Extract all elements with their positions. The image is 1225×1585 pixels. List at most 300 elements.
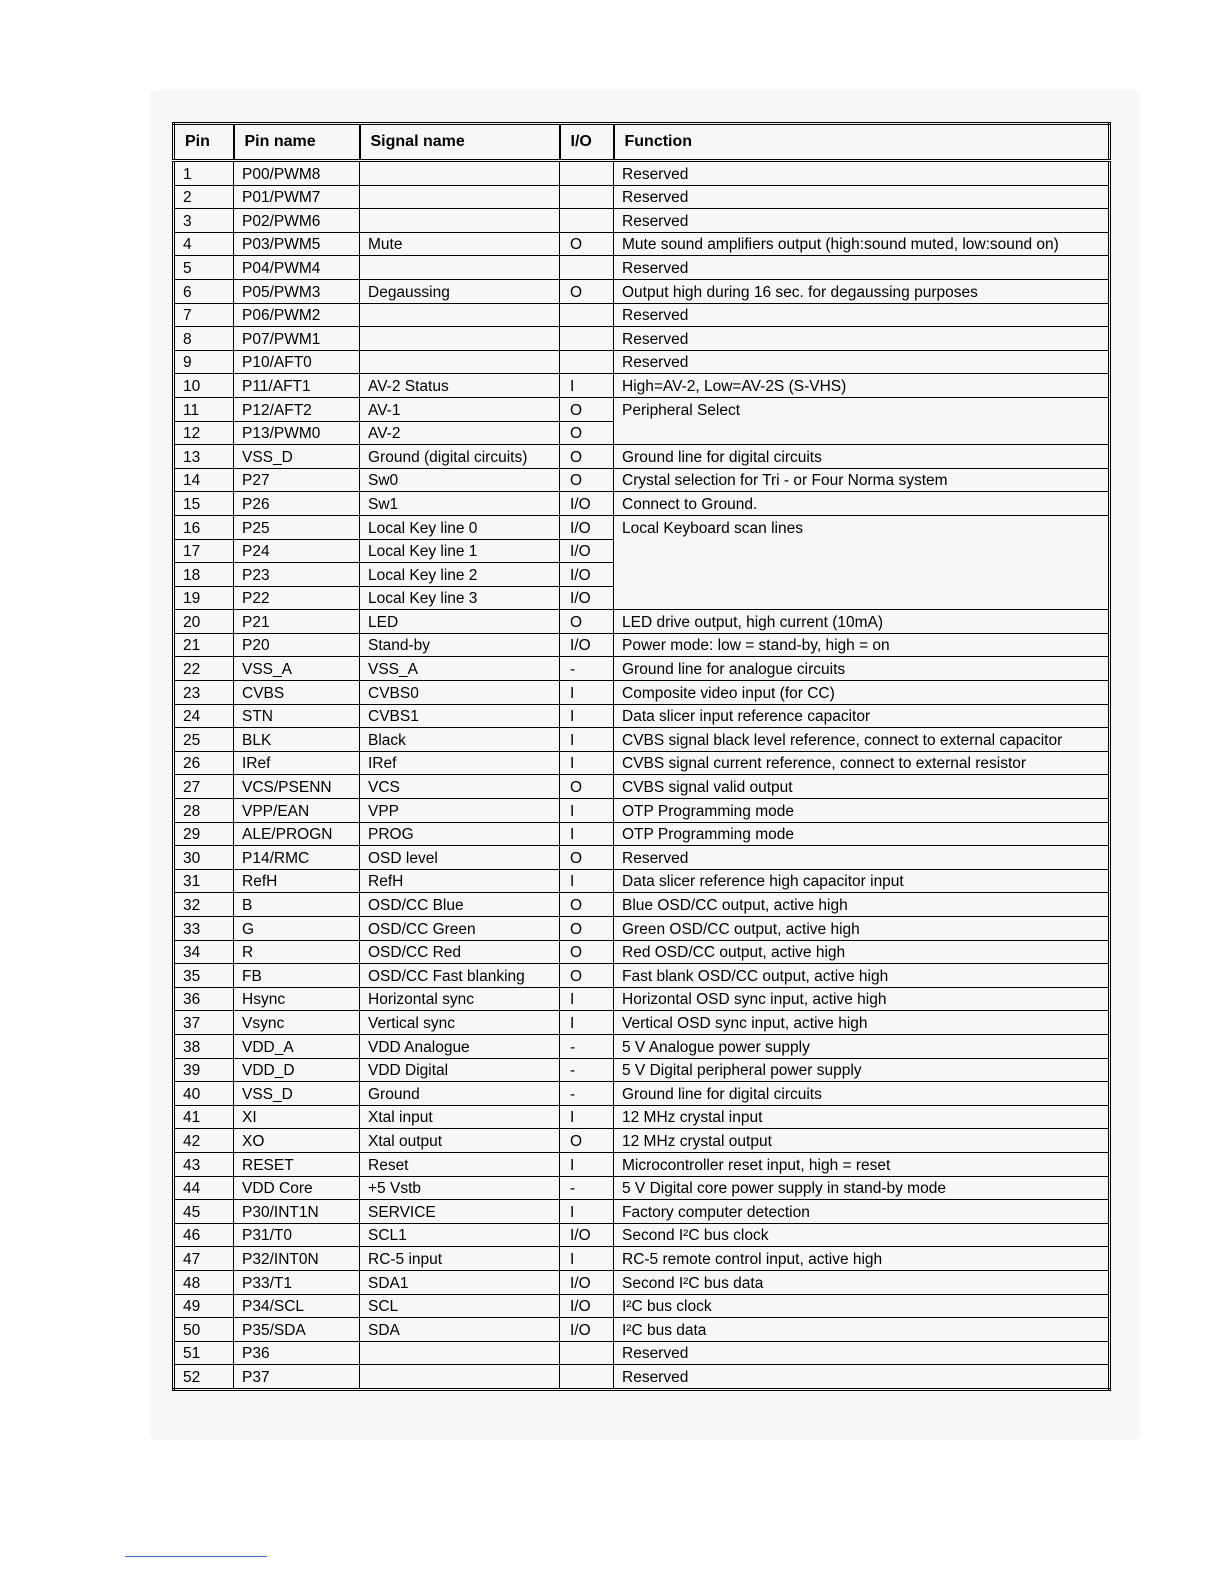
function-description-cell: Reserved	[614, 256, 1110, 280]
pin-name-cell: P05/PWM3	[234, 279, 360, 303]
pin-number-cell: 19	[174, 586, 234, 610]
function-description-cell: 5 V Digital core power supply in stand-by mode	[614, 1176, 1110, 1200]
io-direction-cell: I/O	[560, 633, 614, 657]
signal-name-cell: Sw1	[360, 492, 560, 516]
function-description-cell: Reserved	[614, 209, 1110, 233]
io-direction-cell: I/O	[560, 563, 614, 587]
table-row	[174, 468, 1110, 492]
table-row	[174, 633, 1110, 657]
table-row	[174, 1223, 1110, 1247]
signal-name-cell: Xtal input	[360, 1105, 560, 1129]
function-description-cell: Reserved	[614, 327, 1110, 351]
io-direction-cell: I/O	[560, 1270, 614, 1294]
pin-name-cell: P11/AFT1	[234, 374, 360, 398]
signal-name-cell	[360, 350, 560, 374]
pin-name-cell: STN	[234, 704, 360, 728]
table-row	[174, 279, 1110, 303]
pin-name-cell: ALE/PROGN	[234, 822, 360, 846]
signal-name-cell: Xtal output	[360, 1129, 560, 1153]
signal-name-cell: SERVICE	[360, 1200, 560, 1224]
io-direction-cell	[560, 209, 614, 233]
io-direction-cell	[560, 1341, 614, 1365]
io-direction-cell: -	[560, 1082, 614, 1106]
function-description-cell: CVBS signal black level reference, connect to external capacitor	[614, 728, 1110, 752]
io-direction-cell	[560, 161, 614, 186]
function-description-cell: Mute sound amplifiers output (high:sound muted, low:sound on)	[614, 232, 1110, 256]
signal-name-cell: Ground	[360, 1082, 560, 1106]
pin-number-cell: 48	[174, 1270, 234, 1294]
io-direction-cell: O	[560, 610, 614, 634]
pin-name-cell: P25	[234, 515, 360, 539]
pin-number-cell: 4	[174, 232, 234, 256]
pin-number-cell: 17	[174, 539, 234, 563]
io-direction-cell: I	[560, 1247, 614, 1271]
function-description-cell: Second I²C bus data	[614, 1270, 1110, 1294]
pin-name-cell: VSS_A	[234, 657, 360, 681]
table-row	[174, 940, 1110, 964]
function-description-cell: Fast blank OSD/CC output, active high	[614, 964, 1110, 988]
signal-name-cell: OSD/CC Green	[360, 917, 560, 941]
signal-name-cell: OSD/CC Fast blanking	[360, 964, 560, 988]
table-row	[174, 1318, 1110, 1342]
signal-name-cell: CVBS1	[360, 704, 560, 728]
signal-name-cell: SDA	[360, 1318, 560, 1342]
table-row	[174, 751, 1110, 775]
pin-name-cell: VPP/EAN	[234, 799, 360, 823]
io-direction-cell: I/O	[560, 586, 614, 610]
signal-name-cell: SCL1	[360, 1223, 560, 1247]
io-direction-cell: O	[560, 917, 614, 941]
table-row	[174, 232, 1110, 256]
io-direction-cell: -	[560, 657, 614, 681]
pin-number-cell: 9	[174, 350, 234, 374]
io-direction-cell	[560, 327, 614, 351]
table-row	[174, 1294, 1110, 1318]
pin-name-cell: P10/AFT0	[234, 350, 360, 374]
io-direction-cell: I	[560, 822, 614, 846]
pin-name-cell: P33/T1	[234, 1270, 360, 1294]
function-description-cell: Ground line for digital circuits	[614, 445, 1110, 469]
pin-number-cell: 52	[174, 1365, 234, 1390]
table-row	[174, 492, 1110, 516]
pin-number-cell: 22	[174, 657, 234, 681]
pin-number-cell: 38	[174, 1034, 234, 1058]
pin-number-cell: 8	[174, 327, 234, 351]
function-description-cell: Reserved	[614, 350, 1110, 374]
table-row	[174, 1105, 1110, 1129]
function-description-cell: Ground line for analogue circuits	[614, 657, 1110, 681]
function-description-cell: Reserved	[614, 185, 1110, 209]
io-direction-cell: O	[560, 846, 614, 870]
pin-number-cell: 13	[174, 445, 234, 469]
pin-name-cell: Hsync	[234, 987, 360, 1011]
pin-name-cell: P00/PWM8	[234, 161, 360, 186]
table-row	[174, 1270, 1110, 1294]
signal-name-cell	[360, 185, 560, 209]
pin-number-cell: 44	[174, 1176, 234, 1200]
pin-name-cell: VDD_D	[234, 1058, 360, 1082]
signal-name-cell: +5 Vstb	[360, 1176, 560, 1200]
header-io: I/O	[560, 124, 614, 161]
pin-number-cell: 2	[174, 185, 234, 209]
signal-name-cell	[360, 327, 560, 351]
function-description-cell: Reserved	[614, 846, 1110, 870]
io-direction-cell: I	[560, 681, 614, 705]
pin-number-cell: 14	[174, 468, 234, 492]
signal-name-cell: OSD level	[360, 846, 560, 870]
signal-name-cell: AV-1	[360, 397, 560, 421]
table-row	[174, 1034, 1110, 1058]
signal-name-cell: SDA1	[360, 1270, 560, 1294]
pin-name-cell: R	[234, 940, 360, 964]
header-function: Function	[614, 124, 1110, 161]
pin-name-cell: IRef	[234, 751, 360, 775]
io-direction-cell	[560, 185, 614, 209]
pin-name-cell: P22	[234, 586, 360, 610]
function-description-cell: Red OSD/CC output, active high	[614, 940, 1110, 964]
signal-name-cell: OSD/CC Red	[360, 940, 560, 964]
function-description-cell: OTP Programming mode	[614, 822, 1110, 846]
table-row	[174, 822, 1110, 846]
table-row	[174, 775, 1110, 799]
pin-name-cell: VDD Core	[234, 1176, 360, 1200]
pin-number-cell: 10	[174, 374, 234, 398]
table-row	[174, 728, 1110, 752]
pin-name-cell: P30/INT1N	[234, 1200, 360, 1224]
pin-number-cell: 50	[174, 1318, 234, 1342]
function-description-cell: Crystal selection for Tri - or Four Norma system	[614, 468, 1110, 492]
table-row	[174, 397, 1110, 421]
function-description-cell: OTP Programming mode	[614, 799, 1110, 823]
pin-number-cell: 31	[174, 869, 234, 893]
table-row	[174, 1152, 1110, 1176]
pin-number-cell: 15	[174, 492, 234, 516]
pin-name-cell: P07/PWM1	[234, 327, 360, 351]
table-row	[174, 893, 1110, 917]
signal-name-cell: AV-2 Status	[360, 374, 560, 398]
io-direction-cell: I	[560, 1105, 614, 1129]
pin-number-cell: 32	[174, 893, 234, 917]
signal-name-cell: CVBS0	[360, 681, 560, 705]
signal-name-cell: Sw0	[360, 468, 560, 492]
table-row	[174, 1129, 1110, 1153]
io-direction-cell: I	[560, 869, 614, 893]
pin-name-cell: P21	[234, 610, 360, 634]
io-direction-cell: -	[560, 1176, 614, 1200]
io-direction-cell: I	[560, 751, 614, 775]
signal-name-cell: SCL	[360, 1294, 560, 1318]
table-row	[174, 1176, 1110, 1200]
io-direction-cell: O	[560, 964, 614, 988]
pin-name-cell: VCS/PSENN	[234, 775, 360, 799]
pin-number-cell: 20	[174, 610, 234, 634]
pin-name-cell: P12/AFT2	[234, 397, 360, 421]
table-row	[174, 1058, 1110, 1082]
pin-name-cell: CVBS	[234, 681, 360, 705]
io-direction-cell	[560, 1365, 614, 1390]
io-direction-cell: I	[560, 987, 614, 1011]
pin-number-cell: 7	[174, 303, 234, 327]
table-row	[174, 515, 1110, 539]
function-description-cell: High=AV-2, Low=AV-2S (S-VHS)	[614, 374, 1110, 398]
function-description-cell: Blue OSD/CC output, active high	[614, 893, 1110, 917]
signal-name-cell	[360, 1341, 560, 1365]
signal-name-cell: VPP	[360, 799, 560, 823]
io-direction-cell	[560, 256, 614, 280]
pin-name-cell: P13/PWM0	[234, 421, 360, 445]
function-description-cell: 5 V Digital peripheral power supply	[614, 1058, 1110, 1082]
table-row	[174, 1365, 1110, 1390]
pin-name-cell: G	[234, 917, 360, 941]
pin-name-cell: P36	[234, 1341, 360, 1365]
io-direction-cell: O	[560, 1129, 614, 1153]
pin-function-table	[172, 122, 1111, 1391]
io-direction-cell: I	[560, 728, 614, 752]
pin-number-cell: 39	[174, 1058, 234, 1082]
signal-name-cell: AV-2	[360, 421, 560, 445]
signal-name-cell: Local Key line 0	[360, 515, 560, 539]
io-direction-cell: I/O	[560, 492, 614, 516]
signal-name-cell: VCS	[360, 775, 560, 799]
table-row	[174, 256, 1110, 280]
table-row	[174, 681, 1110, 705]
io-direction-cell: O	[560, 397, 614, 421]
pin-number-cell: 26	[174, 751, 234, 775]
pin-number-cell: 11	[174, 397, 234, 421]
pin-name-cell: RefH	[234, 869, 360, 893]
pin-number-cell: 41	[174, 1105, 234, 1129]
pin-number-cell: 34	[174, 940, 234, 964]
pin-name-cell: RESET	[234, 1152, 360, 1176]
io-direction-cell	[560, 350, 614, 374]
pin-number-cell: 16	[174, 515, 234, 539]
function-description-cell: Connect to Ground.	[614, 492, 1110, 516]
signal-name-cell: Local Key line 2	[360, 563, 560, 587]
pin-name-cell: P20	[234, 633, 360, 657]
pin-number-cell: 18	[174, 563, 234, 587]
pin-name-cell: P31/T0	[234, 1223, 360, 1247]
pin-number-cell: 23	[174, 681, 234, 705]
table-row	[174, 869, 1110, 893]
pin-number-cell: 25	[174, 728, 234, 752]
signal-name-cell: LED	[360, 610, 560, 634]
signal-name-cell: Black	[360, 728, 560, 752]
io-direction-cell: I	[560, 374, 614, 398]
table-row	[174, 1082, 1110, 1106]
function-description-cell: Peripheral Select	[614, 397, 1110, 444]
pin-name-cell: XO	[234, 1129, 360, 1153]
function-description-cell: 12 MHz crystal input	[614, 1105, 1110, 1129]
function-description-cell: Reserved	[614, 303, 1110, 327]
pin-number-cell: 27	[174, 775, 234, 799]
pin-name-cell: VSS_D	[234, 1082, 360, 1106]
header-pin: Pin	[174, 124, 234, 161]
function-description-cell: LED drive output, high current (10mA)	[614, 610, 1110, 634]
table-row	[174, 327, 1110, 351]
pin-name-cell: P06/PWM2	[234, 303, 360, 327]
pin-name-cell: P01/PWM7	[234, 185, 360, 209]
signal-name-cell: Ground (digital circuits)	[360, 445, 560, 469]
pin-number-cell: 6	[174, 279, 234, 303]
function-description-cell: Vertical OSD sync input, active high	[614, 1011, 1110, 1035]
function-description-cell: Reserved	[614, 1365, 1110, 1390]
pin-number-cell: 5	[174, 256, 234, 280]
pin-name-cell: VSS_D	[234, 445, 360, 469]
function-description-cell: Output high during 16 sec. for degaussing purposes	[614, 279, 1110, 303]
pin-number-cell: 47	[174, 1247, 234, 1271]
io-direction-cell: I/O	[560, 539, 614, 563]
pin-number-cell: 29	[174, 822, 234, 846]
pin-name-cell: P37	[234, 1365, 360, 1390]
io-direction-cell: O	[560, 232, 614, 256]
table-row	[174, 185, 1110, 209]
signal-name-cell: Local Key line 3	[360, 586, 560, 610]
table-row	[174, 161, 1110, 186]
function-description-cell: Microcontroller reset input, high = reset	[614, 1152, 1110, 1176]
function-description-cell: Composite video input (for CC)	[614, 681, 1110, 705]
pin-name-cell: P35/SDA	[234, 1318, 360, 1342]
signal-name-cell: Local Key line 1	[360, 539, 560, 563]
io-direction-cell	[560, 303, 614, 327]
io-direction-cell: I/O	[560, 1223, 614, 1247]
pin-number-cell: 36	[174, 987, 234, 1011]
pin-name-cell: Vsync	[234, 1011, 360, 1035]
function-description-cell: I²C bus data	[614, 1318, 1110, 1342]
pin-name-cell: XI	[234, 1105, 360, 1129]
pin-name-cell: BLK	[234, 728, 360, 752]
io-direction-cell: I/O	[560, 1294, 614, 1318]
table-row	[174, 1011, 1110, 1035]
signal-name-cell	[360, 209, 560, 233]
signal-name-cell	[360, 1365, 560, 1390]
table-row	[174, 657, 1110, 681]
function-description-cell: CVBS signal current reference, connect to external resistor	[614, 751, 1110, 775]
signal-name-cell: VDD Analogue	[360, 1034, 560, 1058]
pin-name-cell: FB	[234, 964, 360, 988]
pin-number-cell: 3	[174, 209, 234, 233]
header-signal-name: Signal name	[360, 124, 560, 161]
table-row	[174, 799, 1110, 823]
signal-name-cell: Reset	[360, 1152, 560, 1176]
table-row	[174, 610, 1110, 634]
signal-name-cell	[360, 303, 560, 327]
io-direction-cell: I	[560, 1200, 614, 1224]
signal-name-cell	[360, 161, 560, 186]
pin-number-cell: 28	[174, 799, 234, 823]
pin-number-cell: 45	[174, 1200, 234, 1224]
pin-number-cell: 42	[174, 1129, 234, 1153]
io-direction-cell: I/O	[560, 1318, 614, 1342]
pin-name-cell: B	[234, 893, 360, 917]
function-description-cell: RC-5 remote control input, active high	[614, 1247, 1110, 1271]
table-row	[174, 987, 1110, 1011]
io-direction-cell: I/O	[560, 515, 614, 539]
io-direction-cell: -	[560, 1058, 614, 1082]
signal-name-cell: Stand-by	[360, 633, 560, 657]
function-description-cell: Reserved	[614, 161, 1110, 186]
pin-number-cell: 35	[174, 964, 234, 988]
pin-name-cell: P26	[234, 492, 360, 516]
function-description-cell: Data slicer input reference capacitor	[614, 704, 1110, 728]
pin-number-cell: 40	[174, 1082, 234, 1106]
table-header-row	[174, 124, 1110, 161]
table-row	[174, 303, 1110, 327]
function-description-cell: 12 MHz crystal output	[614, 1129, 1110, 1153]
pin-number-cell: 37	[174, 1011, 234, 1035]
pin-name-cell: P34/SCL	[234, 1294, 360, 1318]
pin-number-cell: 46	[174, 1223, 234, 1247]
function-description-cell: Second I²C bus clock	[614, 1223, 1110, 1247]
pin-name-cell: P24	[234, 539, 360, 563]
pin-number-cell: 24	[174, 704, 234, 728]
pin-name-cell: P32/INT0N	[234, 1247, 360, 1271]
table-row	[174, 704, 1110, 728]
function-description-cell: CVBS signal valid output	[614, 775, 1110, 799]
io-direction-cell: O	[560, 468, 614, 492]
table-row	[174, 846, 1110, 870]
io-direction-cell: O	[560, 775, 614, 799]
pin-number-cell: 33	[174, 917, 234, 941]
function-description-cell: Power mode: low = stand-by, high = on	[614, 633, 1110, 657]
table-row	[174, 350, 1110, 374]
pin-name-cell: P02/PWM6	[234, 209, 360, 233]
pin-name-cell: P04/PWM4	[234, 256, 360, 280]
table-row	[174, 445, 1110, 469]
pin-number-cell: 30	[174, 846, 234, 870]
pin-number-cell: 51	[174, 1341, 234, 1365]
io-direction-cell: O	[560, 893, 614, 917]
pin-number-cell: 21	[174, 633, 234, 657]
table-row	[174, 1247, 1110, 1271]
signal-name-cell: PROG	[360, 822, 560, 846]
function-description-cell: Local Keyboard scan lines	[614, 515, 1110, 609]
function-description-cell: Data slicer reference high capacitor input	[614, 869, 1110, 893]
pin-number-cell: 1	[174, 161, 234, 186]
table-row	[174, 374, 1110, 398]
function-description-cell: Horizontal OSD sync input, active high	[614, 987, 1110, 1011]
table-body	[174, 161, 1110, 1390]
io-direction-cell: -	[560, 1034, 614, 1058]
table-row	[174, 917, 1110, 941]
io-direction-cell: O	[560, 445, 614, 469]
io-direction-cell: I	[560, 1152, 614, 1176]
table-row	[174, 1341, 1110, 1365]
function-description-cell: Reserved	[614, 1341, 1110, 1365]
pin-name-cell: P14/RMC	[234, 846, 360, 870]
function-description-cell: Green OSD/CC output, active high	[614, 917, 1110, 941]
function-description-cell: Ground line for digital circuits	[614, 1082, 1110, 1106]
bottom-rule	[125, 1556, 267, 1557]
signal-name-cell: Horizontal sync	[360, 987, 560, 1011]
table-row	[174, 964, 1110, 988]
signal-name-cell: RefH	[360, 869, 560, 893]
pin-number-cell: 49	[174, 1294, 234, 1318]
table-row	[174, 1200, 1110, 1224]
io-direction-cell: I	[560, 1011, 614, 1035]
signal-name-cell: Vertical sync	[360, 1011, 560, 1035]
io-direction-cell: I	[560, 799, 614, 823]
signal-name-cell: OSD/CC Blue	[360, 893, 560, 917]
signal-name-cell: Degaussing	[360, 279, 560, 303]
function-description-cell: 5 V Analogue power supply	[614, 1034, 1110, 1058]
pin-name-cell: VDD_A	[234, 1034, 360, 1058]
io-direction-cell: I	[560, 704, 614, 728]
signal-name-cell: RC-5 input	[360, 1247, 560, 1271]
pin-name-cell: P23	[234, 563, 360, 587]
signal-name-cell: VSS_A	[360, 657, 560, 681]
io-direction-cell: O	[560, 279, 614, 303]
header-pin-name: Pin name	[234, 124, 360, 161]
